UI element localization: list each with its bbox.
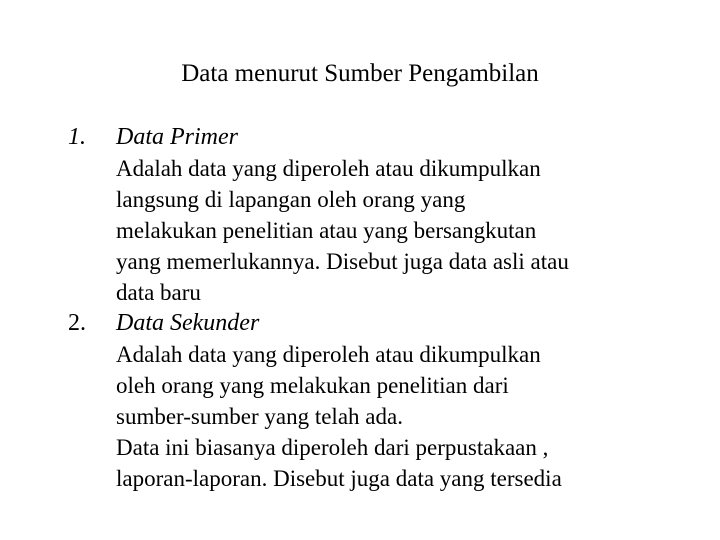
text-line: laporan-laporan. Disebut juga data yang tersedia: [116, 466, 562, 491]
list-item-data-primer: [0, 122, 720, 308]
text-line: Adalah data yang diperoleh atau dikumpulkan: [116, 342, 541, 367]
text-line: yang memerlukannya. Disebut juga data asli atau: [116, 249, 569, 274]
text-line: langsung di lapangan oleh orang yang: [116, 187, 466, 212]
list-item-data-sekunder: [0, 308, 720, 494]
list-item-heading: Data Primer: [116, 124, 238, 150]
list-number: 1.: [68, 124, 86, 150]
list-item-note: [116, 432, 686, 494]
text-line: Data ini biasanya diperoleh dari perpustakaan ,: [116, 435, 549, 460]
text-line: data baru: [116, 280, 201, 305]
list-item-description: [116, 339, 686, 432]
text-line: Adalah data yang diperoleh atau dikumpulkan: [116, 156, 541, 181]
text-line: oleh orang yang melakukan penelitian dari: [116, 373, 509, 398]
list-item-description: [116, 153, 686, 308]
numbered-list: [0, 122, 720, 494]
list-item-heading: Data Sekunder: [116, 310, 260, 336]
text-line: melakukan penelitian atau yang bersangkutan: [116, 218, 537, 243]
slide-title: Data menurut Sumber Pengambilan: [181, 60, 539, 87]
list-number: 2.: [68, 310, 86, 336]
text-line: sumber-sumber yang telah ada.: [116, 404, 403, 429]
